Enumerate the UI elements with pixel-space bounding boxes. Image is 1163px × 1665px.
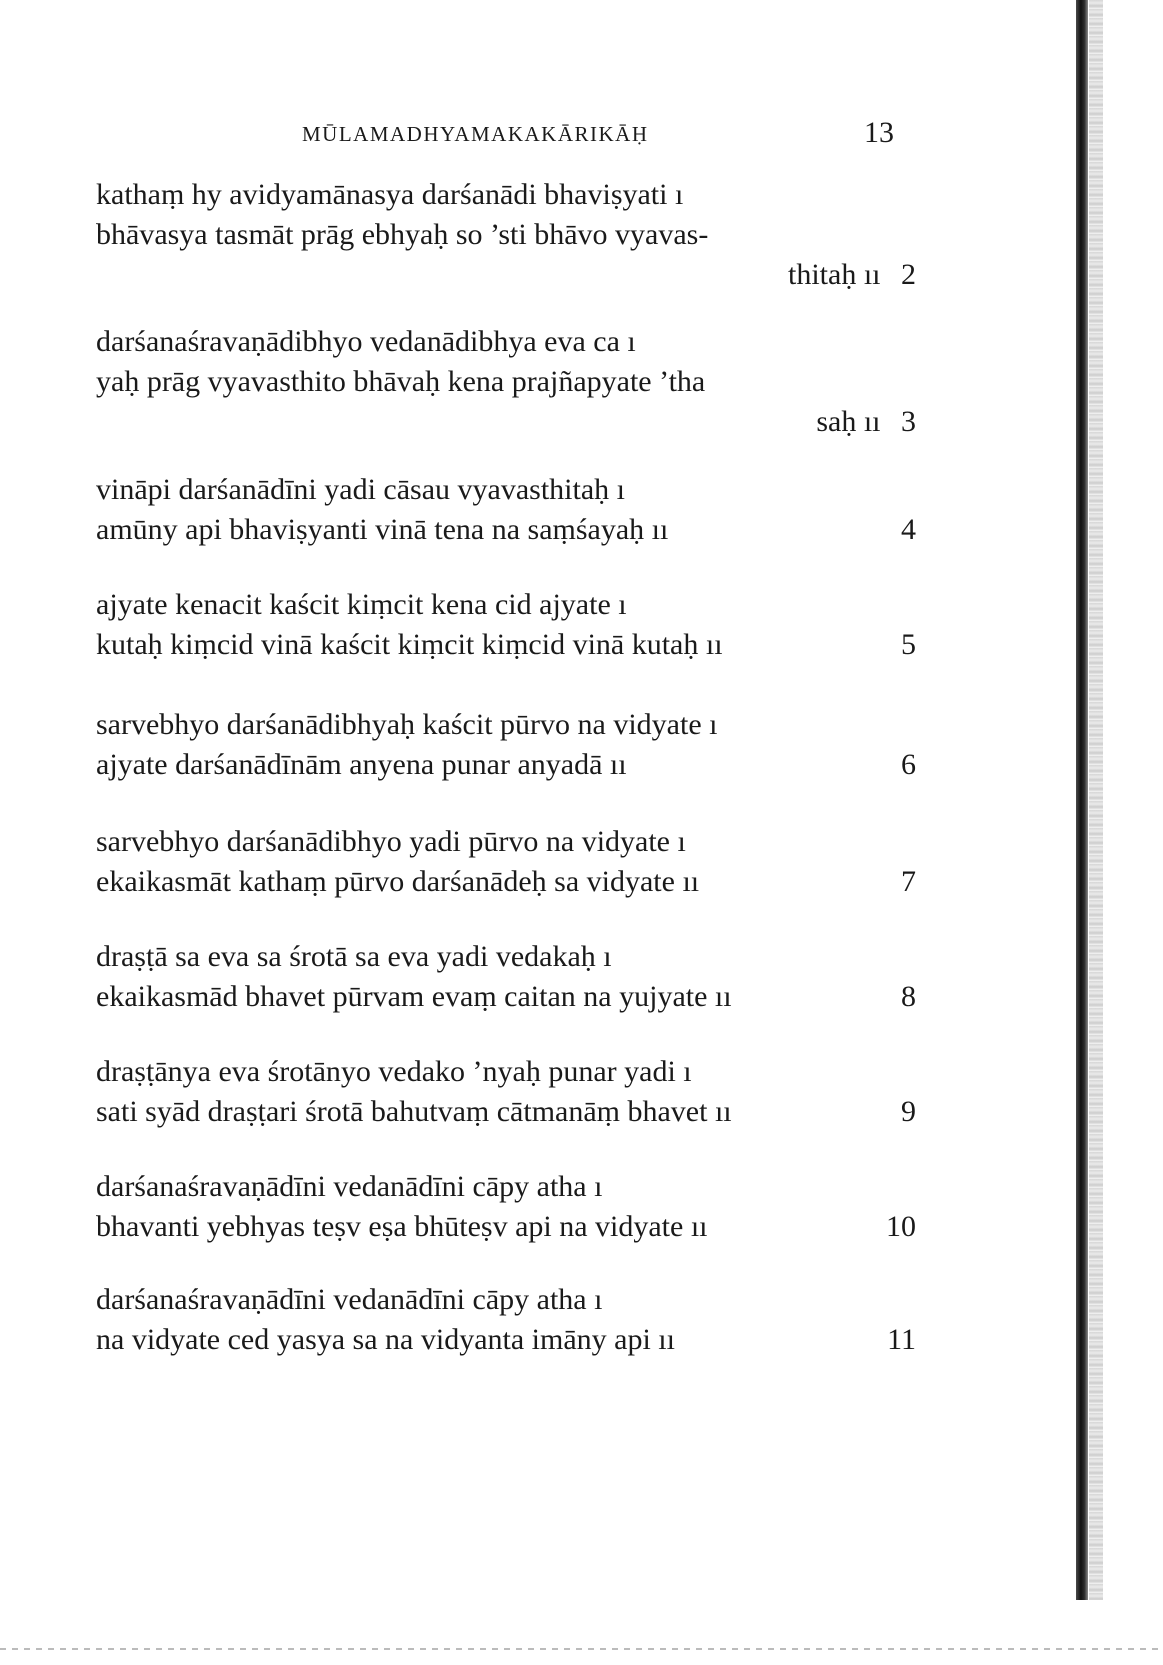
verse-line-row (96, 625, 916, 665)
verse-11 (96, 1280, 916, 1360)
page-number: 13 (864, 116, 894, 149)
verse-line: bhāvasya tasmāt prāg ebhyaḥ so ’sti bhāvo vyavas- (96, 218, 709, 251)
verse-line: kathaṃ hy avidyamānasya darśanādi bhaviṣyati ı (96, 178, 684, 211)
verse-line-row (96, 1092, 916, 1132)
running-title: MŪLAMADHYAMAKAKĀRIKĀḤ (302, 122, 649, 146)
verse-4 (96, 470, 916, 550)
verse-line: ekaikasmād bhavet pūrvam evaṃ caitan na yujyate ıı (96, 980, 732, 1013)
verse-5 (96, 585, 916, 665)
verse-line: na vidyate ced yasya sa na vidyanta imāny api ıı (96, 1323, 675, 1356)
verse-line-row (96, 510, 916, 550)
verse-line-row (96, 1207, 916, 1247)
verse-line: sarvebhyo darśanādibhyaḥ kaścit pūrvo na vidyate ı (96, 708, 718, 741)
verse-line: amūny api bhaviṣyanti vinā tena na saṃśayaḥ ıı (96, 513, 669, 546)
verse-line: darśanaśravaṇādibhyo vedanādibhya eva ca ı (96, 325, 636, 358)
verse-line: draṣṭānya eva śrotānyo vedako ’nyaḥ punar yadi ı (96, 1055, 692, 1088)
verse-line: sati syād draṣṭari śrotā bahutvaṃ cātmanāṃ bhavet ıı (96, 1095, 732, 1128)
verse-line: darśanaśravaṇādīni vedanādīni cāpy atha ı (96, 1283, 603, 1316)
verse-line: ekaikasmāt kathaṃ pūrvo darśanādeḥ sa vidyate ıı (96, 865, 700, 898)
verse-10 (96, 1167, 916, 1247)
verse-line: darśanaśravaṇādīni vedanādīni cāpy atha ı (96, 1170, 603, 1203)
verse-line: ajyate darśanādīnām anyena punar anyadā ıı (96, 748, 627, 781)
scan-shadow (1089, 0, 1103, 1600)
verse-line-row (96, 1320, 916, 1360)
verse-line: thitaḥ ıı (788, 258, 881, 291)
verse-number: 10 (886, 1210, 916, 1243)
verse-number: 7 (901, 865, 916, 898)
verse-number: 2 (901, 258, 916, 291)
verse-6 (96, 705, 916, 785)
verse-number: 6 (901, 748, 916, 781)
verse-line: ajyate kenacit kaścit kiṃcit kena cid ajyate ı (96, 588, 627, 621)
verse-continuation (96, 402, 916, 442)
verse-7 (96, 822, 916, 902)
verse-line: saḥ ıı (816, 405, 881, 438)
verse-number: 3 (901, 405, 916, 438)
scan-bottom-edge (0, 1648, 1163, 1650)
verse-line: vināpi darśanādīni yadi cāsau vyavasthitaḥ ı (96, 473, 625, 506)
verse-line: bhavanti yebhyas teṣv eṣa bhūteṣv api na vidyate ıı (96, 1210, 708, 1243)
verse-3 (96, 322, 916, 442)
verse-line-row (96, 745, 916, 785)
verse-number: 4 (901, 513, 916, 546)
verse-9 (96, 1052, 916, 1132)
verse-number: 11 (887, 1323, 916, 1356)
verse-line: kutaḥ kiṃcid vinā kaścit kiṃcit kiṃcid vinā kutaḥ ıı (96, 628, 723, 661)
verse-line: yaḥ prāg vyavasthito bhāvaḥ kena prajñapyate ’tha (96, 365, 706, 398)
verse-number: 8 (901, 980, 916, 1013)
verse-continuation (96, 255, 916, 295)
verse-line: draṣṭā sa eva sa śrotā sa eva yadi vedakaḥ ı (96, 940, 612, 973)
verse-line: sarvebhyo darśanādibhyo yadi pūrvo na vidyate ı (96, 825, 686, 858)
verse-number: 5 (901, 628, 916, 661)
verse-8 (96, 937, 916, 1017)
verse-2 (96, 175, 916, 295)
verse-line-row (96, 862, 916, 902)
verse-line-row (96, 977, 916, 1017)
verse-number: 9 (901, 1095, 916, 1128)
book-spine-edge (1076, 0, 1088, 1600)
